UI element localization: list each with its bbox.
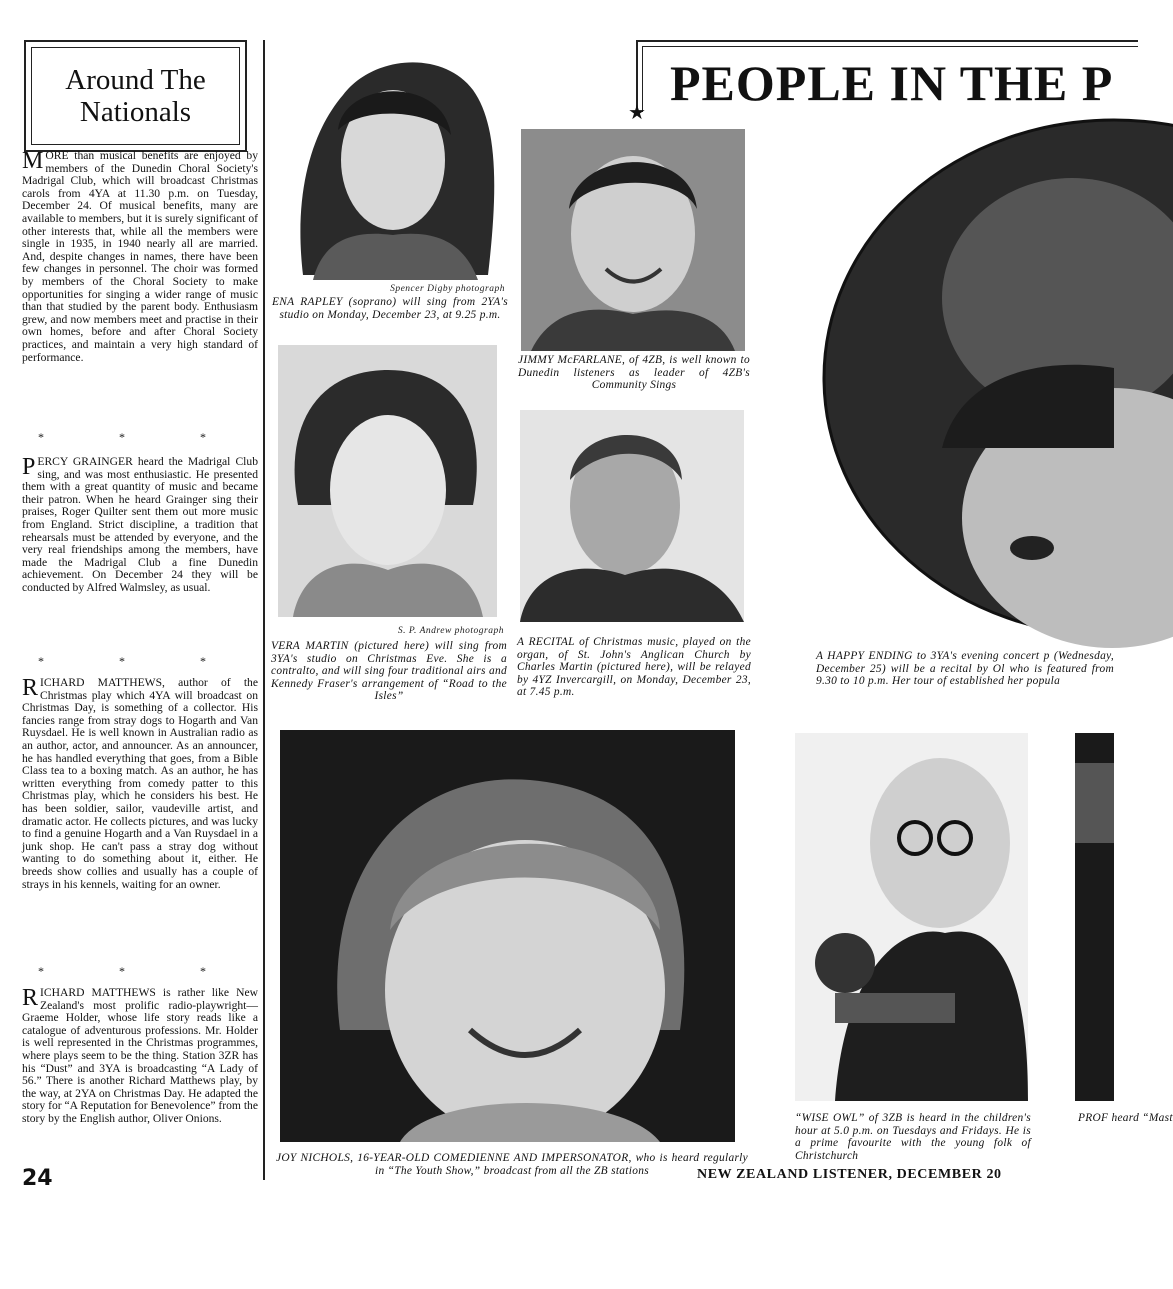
- photo-jimmy-mcfarlane: [521, 129, 745, 351]
- section-separator: * * *: [38, 654, 242, 668]
- photo-credit: Spencer Digby photograph: [390, 284, 505, 294]
- caption-ena-rapley: ENA RAPLEY (soprano) will sing from 2YA's studio on Monday, December 23, at 9.25 p.m.: [272, 296, 508, 321]
- photo-ena-rapley: [283, 40, 505, 280]
- section-title: Around The Nationals: [31, 47, 240, 145]
- column-rule: [263, 40, 265, 1180]
- photo-joy-nichols: [280, 730, 735, 1142]
- article-text: ICHARD MATTHEWS is rather like New Zealand's most prolific radio-playwright—Graeme Holder, whose life story reads like a catalogue of adventurous professions. Mr. Holder is well represented in the Christmas programmes, where plays seem to be the thing. Station 3ZR has his “Dust” and 3YA is broadcasting “A Lady of 56.” There is another Richard Matthews play, by the way, at 2YA on Christmas Day. He adapted the story for “A Reputation for Benevolence” from the story by the English author, Oliver Onions.: [22, 986, 258, 1125]
- star-icon: ★: [628, 102, 646, 124]
- page-number: 24: [22, 1166, 53, 1191]
- dropcap: M: [22, 148, 44, 174]
- caption-prof: PROF heard “Mast: [1078, 1112, 1173, 1124]
- dropcap: P: [22, 454, 36, 480]
- article-text: ERCY GRAINGER heard the Madrigal Club sing, and was most enthusiastic. He presented them with a great quantity of music and became their patron. When he heard Grainger sing their praises, Roger Quilter sent them out more music from England. Strict discipline, a tradition that rehearsals must be attended by everyone, and the very real friendships among the members, have made the Madrigal Club a fine Dunedin achievement. On December 24 they will be conducted by Alfred Walmsley, as usual.: [22, 455, 258, 594]
- caption-charles-martin: A RECITAL of Christmas music, played on the organ, of St. John's Anglican Church by Charles Martin (pictured here), will be relayed by 4YZ Invercargill, on Monday, December 23, at 7.45 p.m.: [517, 636, 751, 699]
- article-text: ORE than musical benefits are enjoyed by members of the Dunedin Choral Society's Madrigal Club, which will broadcast Christmas carols from 4YA at 11.30 p.m. on Tuesday, December 24. Of musical benefits, many are available to members, but it is surely significant of other interests that, while all the members were single in 1935, in 1940 nearly all are married. And, despite changes in names, there have been few changes in personnel. The choir was formed by members of the Choral Society to make opportunities for singing a wider range of music than that studied by the parent body. Enthusiasm grew, and now members meet and practise in their own homes, before and after Choral Society practices, and maintain a very high standard of performance.: [22, 149, 258, 364]
- photo-happy-ending: [822, 118, 1114, 640]
- section-title-box: [24, 40, 247, 152]
- section-separator: * * *: [38, 430, 242, 444]
- caption-wise-owl: “WISE OWL” of 3ZB is heard in the children's hour at 5.0 p.m. on Tuesdays and Fridays. He is a prime favourite with the young folk of Christchurch: [795, 1112, 1031, 1162]
- photo-wise-owl: [795, 733, 1028, 1101]
- article-madrigal: [22, 150, 258, 364]
- caption-jimmy-mcfarlane: JIMMY McFARLANE, of 4ZB, is well known to Dunedin listeners as leader of 4ZB's Community Sings: [518, 354, 750, 392]
- article-matthews: [22, 677, 258, 891]
- caption-vera-martin: VERA MARTIN (pictured here) will sing from 3YA's studio on Christmas Eve. She is a contralto, and will sing four traditional airs and Kennedy Fraser's arrangement of “Road to the Isles”: [271, 640, 507, 703]
- masthead: NEW ZEALAND LISTENER, DECEMBER 20: [697, 1167, 1002, 1182]
- photo-vera-martin: [278, 345, 497, 617]
- photo-credit: S. P. Andrew photograph: [397, 626, 504, 636]
- photo-charles-martin: [520, 410, 744, 622]
- caption-happy-ending: A HAPPY ENDING to 3YA's evening concert p (Wednesday, December 25) will be a recital by Ol who is featured from 9.30 to 10 p.m. Her tour of established her popula: [816, 650, 1114, 688]
- dropcap: R: [22, 675, 39, 701]
- photo-prof: [1075, 733, 1114, 1101]
- dropcap: R: [22, 985, 39, 1011]
- caption-joy-nichols: JOY NICHOLS, 16-YEAR-OLD COMEDIENNE AND IMPERSONATOR, who is heard regularly in “The Youth Show,” broadcast from all the ZB stations: [276, 1152, 748, 1177]
- feature-title: PEOPLE IN THE P: [670, 55, 1114, 111]
- article-grainger: [22, 456, 258, 595]
- article-text: ICHARD MATTHEWS, author of the Christmas play which 4YA will broadcast on Christmas Day, is something of a collector. His fancies range from stray dogs to Hogarth and Van Ruysdael. He is well known in Australian radio as an author, actor, and announcer. As an announcer, he has handled everything that goes, from a Bible Class tea to a boxing match. As an author, he has written everything from comedy patter to this Christmas play, which he considers his best. He has been soldier, sailor, vaudeville artist, and dramatic actor. He collects pictures, and was lucky to find a genuine Hogarth and a Van Ruysdael in a junk shop. He can't pass a stray dog without wanting to do something about it, either. He breeds show collies and usually has a couple of strays in his kennels, waiting for an owner.: [22, 676, 258, 891]
- section-separator: * * *: [38, 964, 242, 978]
- article-holder: [22, 987, 258, 1126]
